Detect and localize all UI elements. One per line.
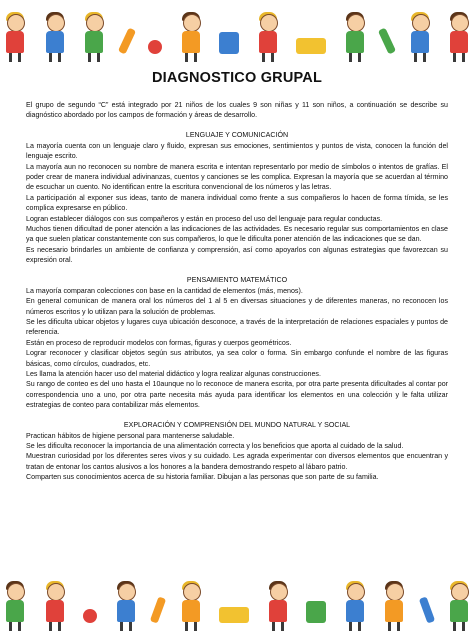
apple-icon [83, 609, 97, 623]
document-body [26, 62, 448, 564]
kid-icon [83, 12, 105, 62]
paragraph: Se les dificulta reconocer la importancia de una alimentación correcta y los beneficios que aporta al cuidado de la salud. [26, 441, 404, 450]
kid-icon [4, 12, 26, 62]
paragraph: En general comunican de manera oral los números del 1 al 5 en diversas situaciones y de diferentes maneras, no reconocen los números escritos y lo utilizan para la solución de problemas. [26, 297, 448, 316]
page-title: DIAGNOSTICO GRUPAL [151, 70, 323, 86]
backpack-icon [219, 32, 239, 54]
backpack-icon [306, 601, 326, 623]
school-bus-icon [219, 607, 249, 623]
paragraph: La mayoría aun no reconocen su nombre de manera escrita e intentan representarlo por medio de símbolos o intentos de grafías. El poder crear de manera individual adivinanzas, cuentos y canciones se les complica. Expresan la mayoría que se acuerdan al término de escuchar un cuento. No identifican entre la escritura convencional de los números y las letras. [26, 162, 448, 192]
paragraph: Su rango de conteo es del uno hasta el 10aunque no lo reconoce de manera escrita, por otra parte presenta dificultades al contar por correspondencia uno a uno, por otra parte necesita más ayuda para identificar los elementos en una colección y le falta utilizar estrategias de conteo para contabilizar más elementos. [26, 380, 448, 410]
paragraph: Practican hábitos de higiene personal para mantenerse saludable. [26, 431, 235, 440]
paragraph: Están en proceso de reproducir modelos con formas, figuras y cuerpos geométricos. [26, 338, 292, 347]
apple-icon [148, 40, 162, 54]
section-pensamiento [26, 276, 448, 411]
kid-icon [448, 12, 470, 62]
paragraph: Logran establecer diálogos con sus compañeros y están en proceso del uso del lenguaje para regular conductas. [26, 214, 383, 223]
paragraph: Muestran curiosidad por los diferentes seres vivos y su cuidado. Les agrada experimentar con diversos elementos que encuentran y tratan de entonar los cantos alusivos a los honores a la bandera demostrando respeto al lábaro patrio. [26, 452, 448, 471]
paragraph: Les llama la atención hacer uso del material didáctico y logra realizar algunas construcciones. [26, 369, 321, 378]
kid-icon [44, 12, 66, 62]
paragraph: La participación al exponer sus ideas, tanto de manera individual como frente a sus compañeros lo hacen de forma tímida, se les complica expresarse en público. [26, 193, 448, 213]
kid-icon [383, 581, 405, 631]
section-lenguaje [26, 131, 448, 266]
kid-icon [448, 581, 470, 631]
kid-icon [180, 581, 202, 631]
pencil-icon [150, 596, 166, 623]
kid-icon [257, 12, 279, 62]
kid-icon [44, 581, 66, 631]
section-exploracion [26, 421, 448, 483]
section-heading: EXPLORACIÓN Y COMPRENSIÓN DEL MUNDO NATURAL Y SOCIAL [123, 420, 351, 429]
kid-icon [344, 12, 366, 62]
kid-icon [115, 581, 137, 631]
kid-icon [344, 581, 366, 631]
paragraph: La mayoría comparan colecciones con base en la cantidad de elementos (más, menos). [26, 286, 303, 295]
pencil-icon [418, 596, 434, 623]
section-heading: LENGUAJE Y COMUNICACIÓN [185, 130, 289, 139]
kid-icon [409, 12, 431, 62]
school-bus-icon [296, 38, 326, 54]
paragraph: Comparten sus conocimientos acerca de su historia familiar. Dibujan a las personas que son parte de su familia. [26, 473, 379, 482]
paragraph: La mayoría cuenta con un lenguaje claro y fluido, expresan sus emociones, sentimientos y puntos de vista, conocen la función del lenguaje escrito. [26, 141, 448, 161]
decorative-border-top [0, 0, 474, 62]
paragraph: Muchos tienen dificultad de poner atención a las indicaciones de las actividades. Es necesario regular sus comportamientos en clase ya que suelen platicar constantemente con sus compañeros, lo que le dificulta poner atención de las indicaciones que se dan. [26, 225, 448, 244]
kid-icon [267, 581, 289, 631]
paragraph: Se les dificulta ubicar objetos y lugares cuya ubicación desconoce, a través de la interpretación de relaciones espaciales y puntos de referencia. [26, 317, 448, 337]
kid-icon [180, 12, 202, 62]
paragraph: Lograr reconocer y clasificar objetos según sus atributos, ya sea color o forma. Sin embargo confunde el nombre de las figuras básicas, como círculos, cuadrados, etc. [26, 349, 448, 368]
paragraph: Es necesario brindarles un ambiente de confianza y comprensión, así como apoyarlos con algunas estrategias que favorezcan su expresión oral. [26, 245, 448, 265]
pencil-icon [378, 28, 396, 55]
decorative-border-bottom [0, 569, 474, 631]
kid-icon [4, 581, 26, 631]
section-heading: PENSAMIENTO MATEMÁTICO [186, 275, 288, 284]
intro-paragraph: El grupo de segundo “C” está integrado por 21 niños de los cuales 9 son niñas y 11 son niños, a continuación se describe su diagnóstico abordado por los campos de formación y áreas de desarrollo. [26, 101, 448, 120]
pencil-icon [117, 28, 135, 55]
